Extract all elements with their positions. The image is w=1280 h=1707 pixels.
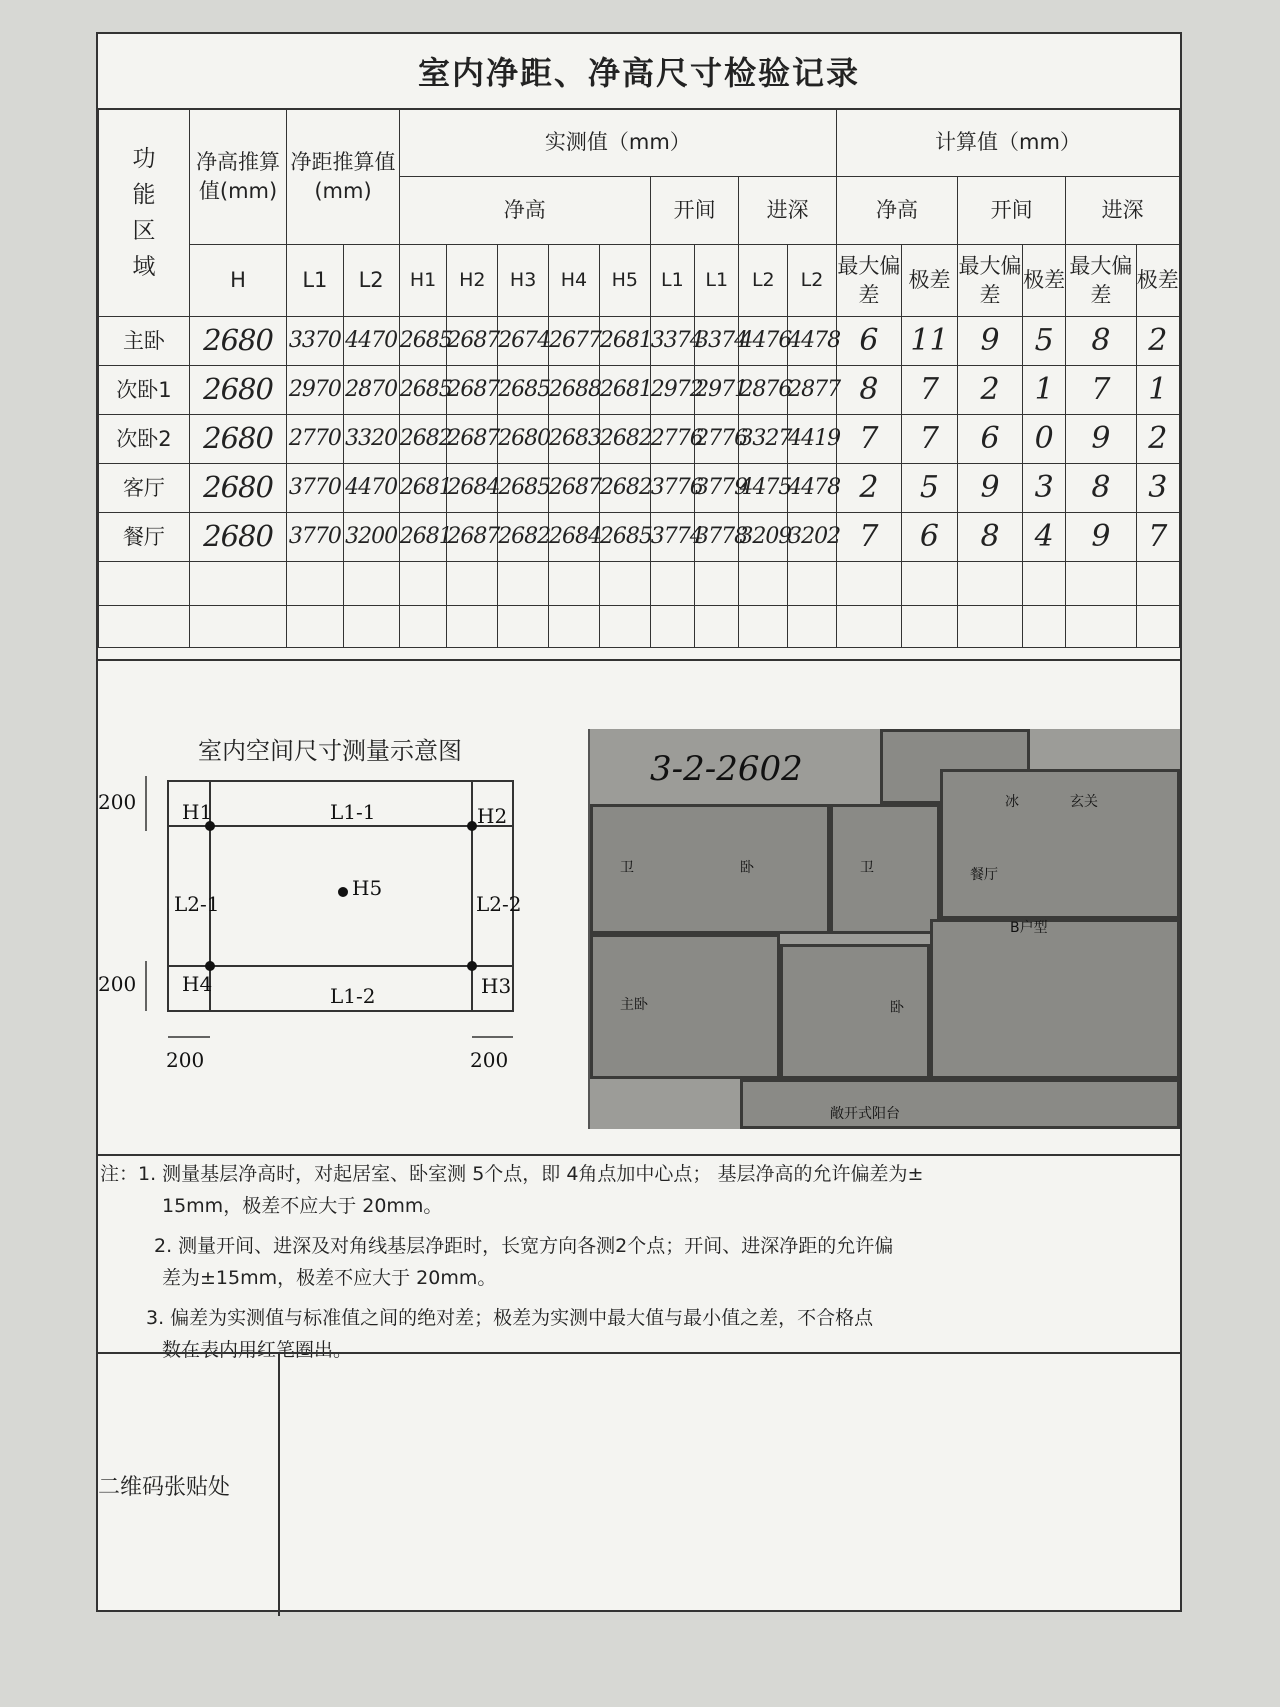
cell-L1: 3770 <box>287 464 343 513</box>
label-bath2: 卫 <box>860 860 874 876</box>
header-c6: 极差 <box>1136 245 1179 317</box>
page-title: 室内净距、净高尺寸检验记录 <box>98 34 1180 110</box>
cell-H5: 2685 <box>599 513 650 562</box>
note-line-5: 3. 偏差为实测值与标准值之间的绝对差；极差为实测中最大值与最小值之差，不合格点 <box>146 1307 874 1329</box>
header-L2: L2 <box>343 245 399 317</box>
cell-c3: 6 <box>958 415 1023 464</box>
cell-H4: 2677 <box>549 317 600 366</box>
row-area: 主卧 <box>99 317 190 366</box>
label-H2: H2 <box>477 804 508 828</box>
cell-m-L1a: 3374 <box>650 317 694 366</box>
cell-m-L2a: 3327 <box>739 415 788 464</box>
cell-c6: 2 <box>1136 415 1179 464</box>
cell-H1: 2685 <box>399 366 447 415</box>
inspection-sheet <box>96 32 1182 1612</box>
qr-label: 二维码张贴处 <box>98 1354 280 1616</box>
note-line-2: 15mm，极差不应大于 20mm。 <box>162 1195 443 1217</box>
room-bed2 <box>780 944 930 1079</box>
header-m-net-height: 净高 <box>399 177 650 245</box>
cell-H2: 2687 <box>447 415 498 464</box>
cell-L2: 4470 <box>343 317 399 366</box>
cell-c1: 7 <box>836 415 901 464</box>
header-c-depth: 进深 <box>1066 177 1180 245</box>
cell-c1: 8 <box>836 366 901 415</box>
cell-L1: 3370 <box>287 317 343 366</box>
cell-m-L2a: 2876 <box>739 366 788 415</box>
cell-c6: 2 <box>1136 317 1179 366</box>
measurement-diagram <box>98 761 578 1121</box>
label-entry: 玄关 <box>1070 794 1098 810</box>
note-line-6: 数在表内用红笔圈出。 <box>162 1339 353 1361</box>
cell-H4: 2687 <box>549 464 600 513</box>
cell-H3: 2682 <box>498 513 549 562</box>
label-fridge: 冰 <box>1005 794 1019 810</box>
label-H5: H5 <box>352 876 383 900</box>
cell-m-L1a: 2776 <box>650 415 694 464</box>
cell-c5: 8 <box>1066 464 1136 513</box>
header-dist-est: 净距推算值(mm) <box>287 109 400 245</box>
header-m-L2b: L2 <box>788 245 837 317</box>
header-H5: H5 <box>599 245 650 317</box>
label-H4: H4 <box>182 972 213 996</box>
header-c2: 极差 <box>901 245 957 317</box>
cell-L2: 3200 <box>343 513 399 562</box>
header-c-bay: 开间 <box>958 177 1066 245</box>
cell-H: 2680 <box>189 464 286 513</box>
cell-H3: 2685 <box>498 366 549 415</box>
cell-c2: 7 <box>901 366 957 415</box>
note-line-4: 差为±15mm，极差不应大于 20mm。 <box>162 1267 497 1289</box>
header-c1: 最大偏差 <box>836 245 901 317</box>
header-calculated: 计算值（mm） <box>836 109 1179 177</box>
diagram-area <box>98 659 1180 1161</box>
row-area: 次卧1 <box>99 366 190 415</box>
dim-label-top: 200 <box>98 790 137 814</box>
empty-row <box>99 606 1180 648</box>
cell-c1: 2 <box>836 464 901 513</box>
cell-c2: 6 <box>901 513 957 562</box>
point-H2 <box>467 821 477 831</box>
room-master <box>590 934 780 1079</box>
label-dining: 餐厅 <box>970 867 998 883</box>
table-row <box>99 317 1180 366</box>
header-m-depth: 进深 <box>739 177 836 245</box>
cell-c3: 9 <box>958 464 1023 513</box>
cell-H1: 2681 <box>399 464 447 513</box>
cell-H1: 2681 <box>399 513 447 562</box>
cell-m-L2a: 4475 <box>739 464 788 513</box>
header-m-L1b: L1 <box>695 245 739 317</box>
cell-H: 2680 <box>189 415 286 464</box>
cell-H: 2680 <box>189 317 286 366</box>
cell-c4: 1 <box>1022 366 1065 415</box>
label-L2-1: L2-1 <box>174 892 220 916</box>
cell-c4: 0 <box>1022 415 1065 464</box>
cell-c1: 6 <box>836 317 901 366</box>
room-living <box>930 919 1180 1079</box>
cell-L1: 2770 <box>287 415 343 464</box>
cell-L2: 2870 <box>343 366 399 415</box>
cell-H4: 2684 <box>549 513 600 562</box>
cell-H2: 2687 <box>447 317 498 366</box>
table-row <box>99 513 1180 562</box>
room-balcony <box>740 1079 1180 1129</box>
header-H: H <box>189 245 286 317</box>
row-area: 客厅 <box>99 464 190 513</box>
cell-m-L2a: 3209 <box>739 513 788 562</box>
header-c5: 最大偏差 <box>1066 245 1136 317</box>
measurement-table <box>98 108 1180 648</box>
cell-c4: 4 <box>1022 513 1065 562</box>
cell-H5: 2682 <box>599 415 650 464</box>
label-L1-1: L1-1 <box>330 800 376 824</box>
label-H3: H3 <box>481 974 512 998</box>
cell-m-L2b: 4478 <box>788 317 837 366</box>
cell-m-L2b: 4419 <box>788 415 837 464</box>
dim-label-bottom: 200 <box>98 972 137 996</box>
cell-H2: 2687 <box>447 366 498 415</box>
label-H1: H1 <box>182 800 213 824</box>
cell-m-L1a: 2972 <box>650 366 694 415</box>
cell-c4: 5 <box>1022 317 1065 366</box>
cell-H3: 2674 <box>498 317 549 366</box>
cell-c2: 7 <box>901 415 957 464</box>
cell-c3: 9 <box>958 317 1023 366</box>
cell-c3: 8 <box>958 513 1023 562</box>
qr-section <box>98 1352 1180 1616</box>
header-m-L2a: L2 <box>739 245 788 317</box>
cell-c5: 9 <box>1066 415 1136 464</box>
room-dining <box>940 769 1180 919</box>
cell-c6: 1 <box>1136 366 1179 415</box>
header-m-L1a: L1 <box>650 245 694 317</box>
cell-c6: 7 <box>1136 513 1179 562</box>
cell-c4: 3 <box>1022 464 1065 513</box>
header-H4: H4 <box>549 245 600 317</box>
header-c4: 极差 <box>1022 245 1065 317</box>
header-height-est: 净高推算值(mm) <box>189 109 286 245</box>
header-m-bay: 开间 <box>650 177 739 245</box>
header-L1: L1 <box>287 245 343 317</box>
cell-H1: 2682 <box>399 415 447 464</box>
cell-m-L2b: 2877 <box>788 366 837 415</box>
label-master: 主卧 <box>620 997 648 1013</box>
cell-L2: 4470 <box>343 464 399 513</box>
dim-label-left: 200 <box>166 1048 205 1072</box>
cell-H5: 2681 <box>599 317 650 366</box>
cell-m-L1a: 3776 <box>650 464 694 513</box>
header-measured: 实测值（mm） <box>399 109 836 177</box>
cell-H2: 2684 <box>447 464 498 513</box>
cell-c2: 5 <box>901 464 957 513</box>
label-bed2: 卧 <box>890 1000 904 1016</box>
cell-m-L2b: 3202 <box>788 513 837 562</box>
floor-plan <box>588 729 1180 1129</box>
point-H4 <box>205 961 215 971</box>
cell-H4: 2683 <box>549 415 600 464</box>
label-bed-sub: 卧 <box>740 860 754 876</box>
cell-m-L1b: 3778 <box>695 513 739 562</box>
point-H3 <box>467 961 477 971</box>
cell-c5: 9 <box>1066 513 1136 562</box>
header-c3: 最大偏差 <box>958 245 1023 317</box>
row-area: 次卧2 <box>99 415 190 464</box>
unit-label: 3-2-2602 <box>650 749 803 789</box>
cell-m-L2a: 4476 <box>739 317 788 366</box>
cell-m-L1a: 3774 <box>650 513 694 562</box>
header-H2: H2 <box>447 245 498 317</box>
cell-H4: 2688 <box>549 366 600 415</box>
header-H3: H3 <box>498 245 549 317</box>
cell-L1: 3770 <box>287 513 343 562</box>
cell-H3: 2680 <box>498 415 549 464</box>
cell-m-L1b: 2776 <box>695 415 739 464</box>
cell-c3: 2 <box>958 366 1023 415</box>
label-bath1: 卫 <box>620 860 634 876</box>
cell-L2: 3320 <box>343 415 399 464</box>
cell-L1: 2970 <box>287 366 343 415</box>
cell-m-L1b: 3374 <box>695 317 739 366</box>
cell-H5: 2682 <box>599 464 650 513</box>
point-H5 <box>338 887 348 897</box>
header-area: 功能区域 <box>99 109 190 317</box>
label-balcony: 敞开式阳台 <box>830 1106 900 1122</box>
table-row <box>99 366 1180 415</box>
cell-m-L2b: 4478 <box>788 464 837 513</box>
cell-H3: 2685 <box>498 464 549 513</box>
cell-c5: 7 <box>1066 366 1136 415</box>
table-row <box>99 415 1180 464</box>
cell-c5: 8 <box>1066 317 1136 366</box>
empty-row <box>99 562 1180 606</box>
header-H1: H1 <box>399 245 447 317</box>
label-L2-2: L2-2 <box>476 892 522 916</box>
dim-label-right: 200 <box>470 1048 509 1072</box>
cell-H1: 2685 <box>399 317 447 366</box>
cell-c1: 7 <box>836 513 901 562</box>
room-bath2 <box>830 804 940 934</box>
label-L1-2: L1-2 <box>330 984 376 1008</box>
header-c-net-height: 净高 <box>836 177 957 245</box>
cell-m-L1b: 2971 <box>695 366 739 415</box>
diagram-title: 室内空间尺寸测量示意图 <box>198 737 462 765</box>
note-line-1: 注：1. 测量基层净高时，对起居室、卧室测 5个点，即 4角点加中心点； 基层净高的允许偏差为± <box>100 1163 924 1185</box>
cell-H5: 2681 <box>599 366 650 415</box>
cell-H: 2680 <box>189 366 286 415</box>
cell-c2: 11 <box>901 317 957 366</box>
row-area: 餐厅 <box>99 513 190 562</box>
table-row <box>99 464 1180 513</box>
cell-c6: 3 <box>1136 464 1179 513</box>
cell-H2: 2687 <box>447 513 498 562</box>
label-type: B户型 <box>1010 920 1048 936</box>
cell-H: 2680 <box>189 513 286 562</box>
note-line-3: 2. 测量开间、进深及对角线基层净距时，长宽方向各测2个点；开间、进深净距的允许偏 <box>154 1235 894 1257</box>
cell-m-L1b: 3779 <box>695 464 739 513</box>
